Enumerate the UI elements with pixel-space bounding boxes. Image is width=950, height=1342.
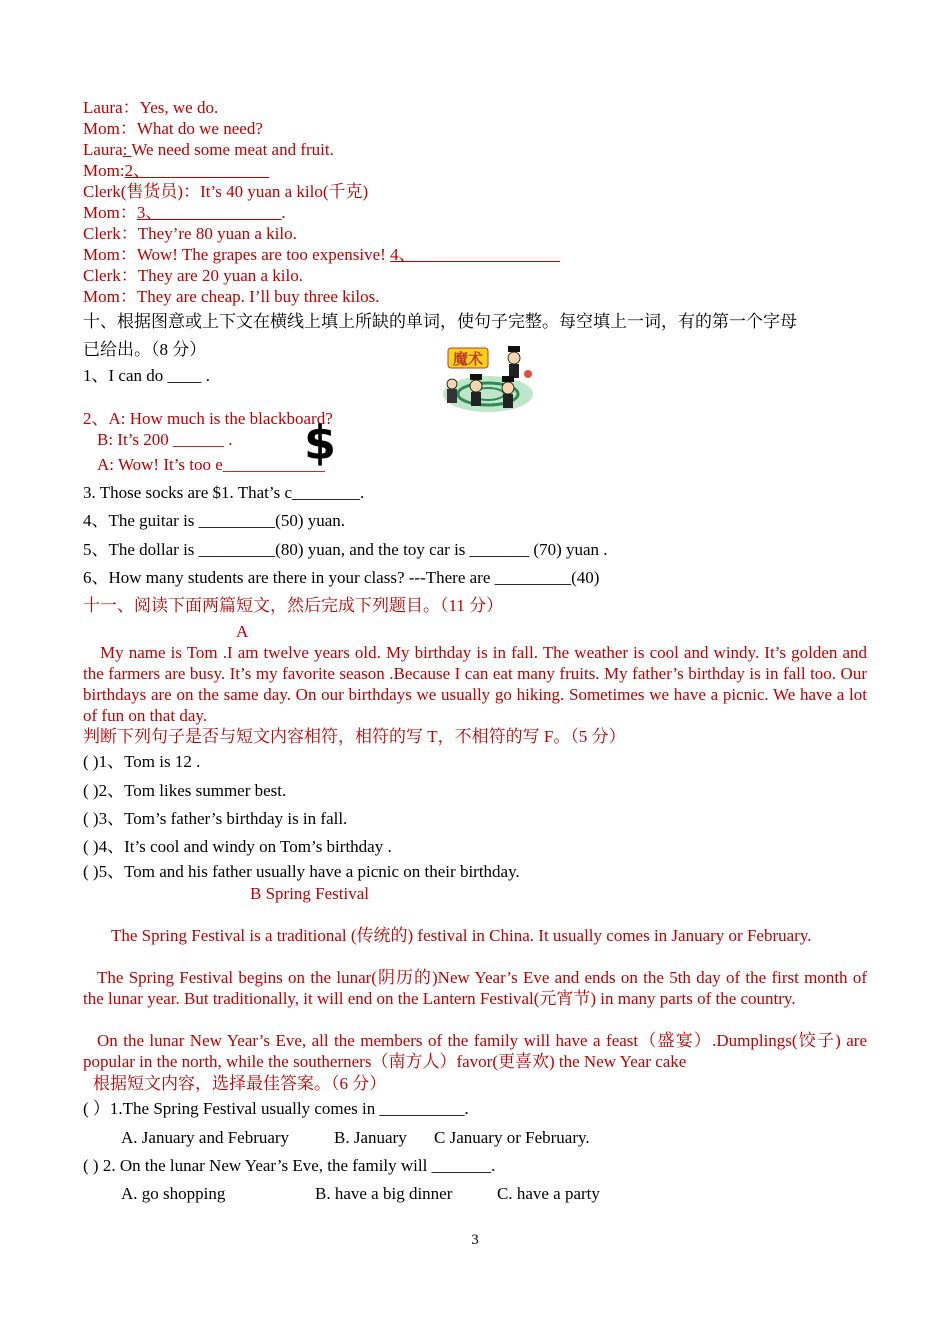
line-text: We need some meat and fruit. bbox=[131, 140, 334, 159]
speaker-mom: Mom: bbox=[83, 161, 125, 180]
mc-question-2: ( ) 2. On the lunar New Year’s Eve, the family will _______. bbox=[83, 1156, 496, 1175]
dialogue-line-9: Clerk：They are 20 yuan a kilo. bbox=[83, 266, 303, 285]
dialogue-line-1: Laura：Yes, we do. bbox=[83, 98, 219, 117]
mc2-option-c: C. have a party bbox=[497, 1184, 600, 1203]
mc-instruction: 根据短文内容，选择最佳答案。（6 分） bbox=[93, 1074, 387, 1093]
dialogue-line-4 bbox=[83, 160, 269, 181]
line-text: Mom：Wow! The grapes are too expensive! bbox=[83, 245, 391, 264]
mc1-option-c: C January or February. bbox=[434, 1128, 590, 1147]
tf-item-4: ( )4、It’s cool and windy on Tom’s birthday . bbox=[83, 837, 392, 856]
passage-a-title: A bbox=[236, 622, 249, 641]
blank-2: 2、______________ bbox=[124, 161, 270, 180]
question-10-3: 3. Those socks are $1. That’s c________. bbox=[83, 483, 365, 502]
mc2-option-a: A. go shopping bbox=[121, 1184, 226, 1203]
passage-a: My name is Tom .I am twelve years old. My birthday is in fall. The weather is cool and windy. It’s golden and the farmers are busy. It’s my favorite season .Because I can eat many fruits. My father’s birthday is in fall too. Our birthdays are on the same day. On our birthdays we usually go hiking. Sometimes we have a picnic. We have a lot of fun on that day. bbox=[83, 643, 867, 725]
question-10-2a: 2、A: How much is the blackboard? bbox=[83, 409, 333, 428]
section-10-heading-cont: 已给出。（8 分） bbox=[83, 340, 207, 359]
blank-3: 3、______________ bbox=[136, 203, 282, 222]
passage-b-title: B Spring Festival bbox=[250, 884, 370, 903]
question-10-2c: A: Wow! It’s too e____________ bbox=[97, 455, 325, 474]
dialogue-line-2: Mom：What do we need? bbox=[83, 119, 263, 138]
tf-item-5: ( )5、Tom and his father usually have a picnic on their birthday. bbox=[83, 862, 520, 881]
passage-b-p2: The Spring Festival begins on the lunar(阴历的)New Year’s Eve and ends on the 5th day of the first month of the lunar year. But traditionally, it will end on the Lantern Festival(元宵节) in many parts of the country. bbox=[83, 968, 867, 1008]
mc-question-1: ( ）1.The Spring Festival usually comes in __________. bbox=[83, 1099, 469, 1118]
tf-instruction: 判断下列句子是否与短文内容相符，相符的写 T，不相符的写 F。（5 分） bbox=[83, 727, 626, 746]
mc1-option-a: A. January and February bbox=[121, 1128, 290, 1147]
dialogue-line-6 bbox=[83, 202, 286, 223]
section-10-heading: 十、根据图意或上下文在横线上填上所缺的单词，使句子完整。每空填上一词，有的第一个字母 bbox=[83, 312, 797, 331]
question-10-2b: B: It’s 200 ______ . bbox=[97, 430, 233, 449]
dialogue-line-8 bbox=[83, 244, 560, 265]
page-number: 3 bbox=[471, 1232, 479, 1248]
speaker-laura: Laura bbox=[83, 140, 123, 159]
question-10-1: 1、I can do ____ . bbox=[83, 366, 211, 385]
passage-b-p3: On the lunar New Year’s Eve, all the members of the family will have a feast（盛宴）.Dumplings(饺子) are popular in the north, while the southerners（南方人）favor(更喜欢) the New Year cake bbox=[83, 1031, 867, 1071]
section-11-heading: 十一、阅读下面两篇短文，然后完成下列题目。（11 分） bbox=[83, 596, 504, 615]
passage-b-p1: The Spring Festival is a traditional (传统的) festival in China. It usually comes in January or February. bbox=[111, 926, 812, 945]
dollar-sign-icon: $ bbox=[304, 416, 337, 470]
tf-item-1: ( )1、Tom is 12 . bbox=[83, 752, 201, 771]
tf-item-2: ( )2、Tom likes summer best. bbox=[83, 781, 287, 800]
dialogue-line-7: Clerk：They’re 80 yuan a kilo. bbox=[83, 224, 297, 243]
mc2-option-b: B. have a big dinner bbox=[315, 1184, 453, 1203]
dialogue-line-10: Mom：They are cheap. I’ll buy three kilos. bbox=[83, 287, 380, 306]
blank-4: 4、_________________ bbox=[390, 245, 561, 264]
question-10-4: 4、The guitar is _________(50) yuan. bbox=[83, 511, 346, 530]
dialogue-line-5: Clerk(售货员)：It’s 40 yuan a kilo(千克) bbox=[83, 182, 369, 201]
question-10-6: 6、How many students are there in your class? ---There are _________(40) bbox=[83, 568, 600, 587]
speaker-mom: Mom： bbox=[83, 203, 137, 222]
dialogue-line-3 bbox=[83, 139, 334, 160]
tf-item-3: ( )3、Tom’s father’s birthday is in fall. bbox=[83, 809, 348, 828]
period: . bbox=[281, 203, 286, 222]
colon: : bbox=[122, 140, 132, 159]
mc1-option-b: B. January bbox=[334, 1128, 407, 1147]
magic-image-text: 魔术 bbox=[452, 350, 484, 368]
question-10-5: 5、The dollar is _________(80) yuan, and the toy car is _______ (70) yuan . bbox=[83, 540, 608, 559]
magic-show-image bbox=[436, 344, 536, 416]
